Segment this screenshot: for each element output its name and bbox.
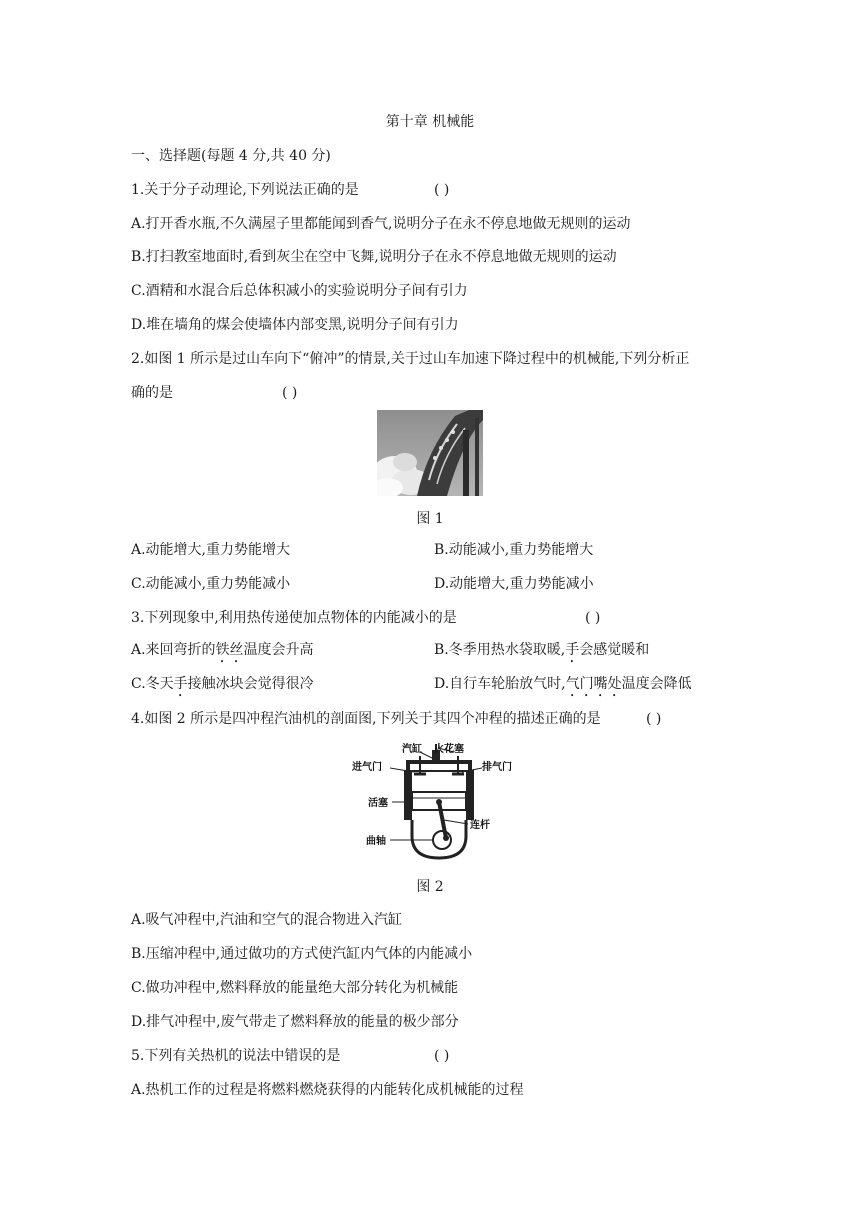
q3-option-b [434,640,649,666]
label-cylinder: 汽缸 [402,744,422,755]
q4-blank: ( ) [646,711,662,727]
q3-option-a [131,640,314,666]
label-spark-plug: 火花塞 [434,744,464,755]
q3-stem: 3.下列现象中,利用热传递使加点物体的内能减小的是 [131,610,457,626]
q1-blank: ( ) [434,182,450,198]
q3-option-b-pre: B.冬季用热水袋取暖, [434,642,566,658]
chapter-title: 第十章 机械能 [385,114,475,130]
q2-option-b: B.动能减小,重力势能增大 [434,542,594,558]
q5-blank: ( ) [434,1048,450,1064]
q2-option-a: A.动能增大,重力势能增大 [131,542,291,558]
q4-option-a: A.吸气冲程中,汽油和空气的混合物进入汽缸 [131,912,403,928]
q4-stem: 4.如图 2 所示是四冲程汽油机的剖面图,下列关于其四个冲程的描述正确的是 [131,711,601,727]
label-piston: 活塞 [368,798,388,809]
q3-option-a-post: 温度会升高 [243,642,314,658]
section-heading: 一、选择题(每题 4 分,共 40 分) [131,148,331,164]
label-exhaust-valve: 排气门 [482,762,512,773]
figure-2-caption: 图 2 [416,879,444,895]
q3-option-b-post: 会感觉暖和 [579,642,650,658]
q4-option-d: D.排气冲程中,废气带走了燃料释放的能量的极少部分 [131,1014,459,1030]
q3-option-d [434,674,692,700]
q1-option-d: D.堆在墙角的煤会使墙体内部变黑,说明分子间有引力 [131,317,459,333]
q1-option-c: C.酒精和水混合后总体积减小的实验说明分子间有引力 [131,283,468,299]
q3-option-d-pre: D.自行车轮胎放气时, [434,676,566,692]
q2-option-c: C.动能减小,重力势能减小 [131,576,291,592]
q1-option-b: B.打扫教室地面时,看到灰尘在空中飞舞,说明分子在永不停息地做无规则的运动 [131,249,617,265]
q3-option-d-post: 温度会降低 [621,676,692,692]
roller-coaster-photo [377,410,483,496]
q4-option-c: C.做功冲程中,燃料释放的能量绝大部分转化为机械能 [131,980,459,996]
label-connecting-rod: 连杆 [470,820,490,831]
label-crankshaft: 曲轴 [366,836,386,847]
label-intake-valve: 进气门 [352,762,382,773]
q3-option-c-post: 接触冰块会觉得很冷 [187,676,314,692]
q3-option-b-dotted: 手 [565,642,580,658]
engine-cross-section-diagram [350,740,520,864]
q3-option-c-pre: C.冬天 [131,676,174,692]
q1-stem: 1.关于分子动理论,下列说法正确的是 [131,182,359,198]
q5-stem: 5.下列有关热机的说法中错误的是 [131,1048,341,1064]
q3-option-a-pre: A.来回弯折的 [131,642,216,658]
q5-option-a: A.热机工作的过程是将燃料燃烧获得的内能转化成机械能的过程 [131,1082,524,1098]
q3-option-c-dotted: 手 [173,676,188,692]
q3-option-a-dotted: 铁丝 [215,642,244,658]
q2-stem-line1: 2.如图 1 所示是过山车向下“俯冲”的情景,关于过山车加速下降过程中的机械能,下列分析正 [131,351,690,367]
q3-blank: ( ) [585,610,601,626]
q4-option-b: B.压缩冲程中,通过做功的方式使汽缸内气体的内能减小 [131,946,473,962]
q2-blank: ( ) [282,385,298,401]
q2-stem-line2: 确的是 [131,385,173,401]
q3-option-d-dotted: 气门嘴处 [565,676,622,692]
figure-1-caption: 图 1 [416,511,444,527]
q3-option-c [131,674,314,700]
q1-option-a: A.打开香水瓶,不久满屋子里都能闻到香气,说明分子在永不停息地做无规则的运动 [131,216,631,232]
q2-option-d: D.动能增大,重力势能减小 [434,576,594,592]
